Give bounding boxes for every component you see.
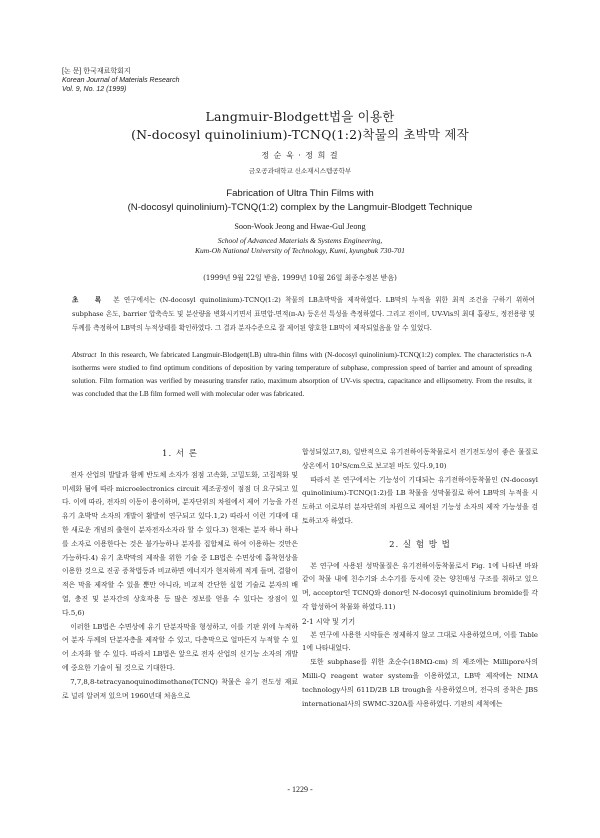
korean-title-line2: (N-docosyl quinolinium)-TCNQ(1:2)착물의 초박막 제작: [131, 127, 469, 142]
english-affiliation-line1: School of Advanced Materials & Systems Engineering,: [217, 236, 383, 245]
english-abstract: [72, 349, 532, 401]
section1-paragraph1: 전자 산업의 발달과 함께 반도체 소자가 점점 고속화, 고밀도화, 고집적화 및 미세화 됨에 따라 microelectronics circuit 제조공정이 점점 더 요구되고 있다. 이에 따라, 전자의 이동이 용이하며, 분자단위의 차원에서 제어 기능을 가진 유기 초박막 소자의 개발이 활발히 연구되고 있다.1,2) 따라서 이런 기대에 대한 새로운 개념의 출현이 분자전자소자라 할 수 있다.3) 현재는 분자 하나 하나를 소자로 이용한다는 것은 불가능하나 분자를 집합체로 하여 이용하는 것만은 가능하다.4) 유기 초박막의 제작을 위한 기술 중 LB법은 수면상에 흡착현상을 이용한 것으로 진공 증착법등과 비교하면 에너지가 현저하게 적게 들며, 결함이 적은 막을 제작할 수 있을 뿐만 아니라, 비교적 간단한 실험 기술로 분자의 배열, 충진 및 분자간의 상호작용 등 많은 정보를 얻을 수 있다는 장점이 있다.5,6): [62, 470, 298, 617]
right-paragraph3: 본 연구에 사용된 성막물질은 유기전하이동착물로서 Fig. 1에 나타낸 바와 같이 착물 내에 친수기와 소수기를 동시에 갖는 양친매성 구조를 취하고 있으며, acceptor인 TCNQ와 donor인 N-docosyl quinolinium bromide를 각각 합성하여 착물화 하였다.11): [302, 561, 538, 611]
english-abstract-label: Abstract: [72, 351, 97, 359]
korean-affiliation: 금오공과대학교 신소재시스템공학부: [248, 168, 352, 175]
right-column: [302, 446, 538, 711]
korean-title: [0, 108, 600, 144]
left-column: [62, 446, 298, 703]
journal-korean-name: [논 문] 한국재료학회지: [62, 68, 131, 75]
english-affiliation: [0, 236, 600, 256]
right-paragraph1: 합성되었고7,8), 일반적으로 유기전하이동착물로서 전기전도성이 좋은 물질로 상온에서 10²S/cm으로 보고된 바도 있다.9,10): [302, 448, 538, 470]
korean-title-line1: Langmuir-Blodgett법을 이용한: [205, 109, 395, 124]
english-title: [0, 187, 600, 215]
section2-heading: 2. 실 험 방 법: [389, 539, 451, 550]
right-paragraph5: 또한 subphase를 위한 초순수(18MΩ-cm) 의 제조에는 Millipore사의 Milli-Q reagent water system을 이용하였고, LB막 제작에는 NIMA technology사의 611D/2B LB trough을 사용하였으며, 전극의 증착은 JBS international사의 SWMC-320A를 사용하였다. 기판의 세척에는: [302, 658, 538, 708]
right-paragraph4: 본 연구에 사용한 시약들은 정제하지 않고 그대로 사용하였으며, 이를 Table 1에 나타내었다.: [302, 630, 538, 653]
english-affiliation-line2: Kum-Oh National University of Technology, Kumi, kyungbuk 730-701: [195, 246, 405, 255]
right-paragraph2: 따라서 본 연구에서는 기능성이 기대되는 유기전하이동착물인 (N-docosyl quinolinium)-TCNQ(1:2)를 LB 착물을 성막물질로 하여 LB막의 누적을 시도하고 이로부터 분자단위의 차원으로 제어된 기능성 소자의 제작 가능성을 검토하고자 하였다.: [302, 475, 538, 525]
korean-abstract-label: 초 록: [72, 296, 108, 304]
section1-paragraph3: 7,7,8,8-tetracyanoquinodimethane(TCNQ) 착물은 유기 전도성 재료로 널리 알려져 있으며 1960년대 처음으로: [62, 677, 298, 700]
english-title-line1: Fabrication of Ultra Thin Films with: [226, 188, 374, 199]
korean-abstract: [72, 293, 535, 335]
journal-english-name: Korean Journal of Materials Research: [62, 77, 180, 84]
korean-abstract-text: 본 연구에서는 (N-docosyl quinolinium)-TCNQ(1:2) 착물의 LB초박막을 제작하였다. LB막의 누적을 위한 최적 조건을 구하기 위하여 subphase 온도, barrier 압축속도 및 분산량을 변화시키면서 표면압-면적(π-A) 등온선 특성을 측정하였다. 그리고 전이비, UV-Vis의 최대 흡광도, 정전용량 및 두께를 측정하여 LB막의 누적상태를 확인하였다. 그 결과 분자수준으로 잘 제어된 양호한 LB막이 제작되었음을 알 수 있었다.: [72, 296, 535, 332]
subsection-heading: 2-1 시약 및 기기: [302, 616, 356, 626]
journal-volume: Vol. 9, No. 12 (1999): [62, 86, 127, 93]
english-abstract-text: In this research, We fabricated Langmuir-Blodgett(LB) ultra-thin films with (N-docosyl quinolinium)-TCNQ(1:2) complex. The characteristics π-A isotherms were studied to find optimum conditions of deposition by varing temperature of subphase, compression speed of barrier and amount of spreading solution. Film formation was verified by measuring transfer ratio, maximum absorption of UV-vis spectra, capacitance and ellipsometry. From the results, it was concluded that the LB film formed well with molecular oder was fabricated.: [72, 351, 532, 398]
journal-header: [62, 67, 180, 94]
section1-paragraph2: 이러한 LB법은 수면상에 유기 단분자막을 형성하고, 이를 기판 위에 누적하여 분자 두께의 단분자층을 제작할 수 있고, 다층막으로 얼마든지 누적할 수 있어 소자화 할 수 있다. 따라서 LB법은 앞으로 전자 산업의 신기능 소자의 개발에 중요한 기술이 될 것으로 기대한다.: [62, 622, 298, 672]
section1-heading: 1. 서 론: [162, 449, 198, 459]
english-title-line2: (N-docosyl quinolinium)-TCNQ(1:2) complex by the Langmuir-Blodgett Technique: [127, 202, 473, 213]
english-authors: Soon-Wook Jeong and Hwae-Gul Jeong: [234, 222, 366, 231]
received-dates: (1999년 9월 22일 받음, 1999년 10월 26일 최종수정본 받음): [203, 274, 397, 282]
korean-authors: 정 순 욱 · 정 희 걸: [261, 151, 339, 160]
page-number: - 1229 -: [287, 785, 313, 794]
